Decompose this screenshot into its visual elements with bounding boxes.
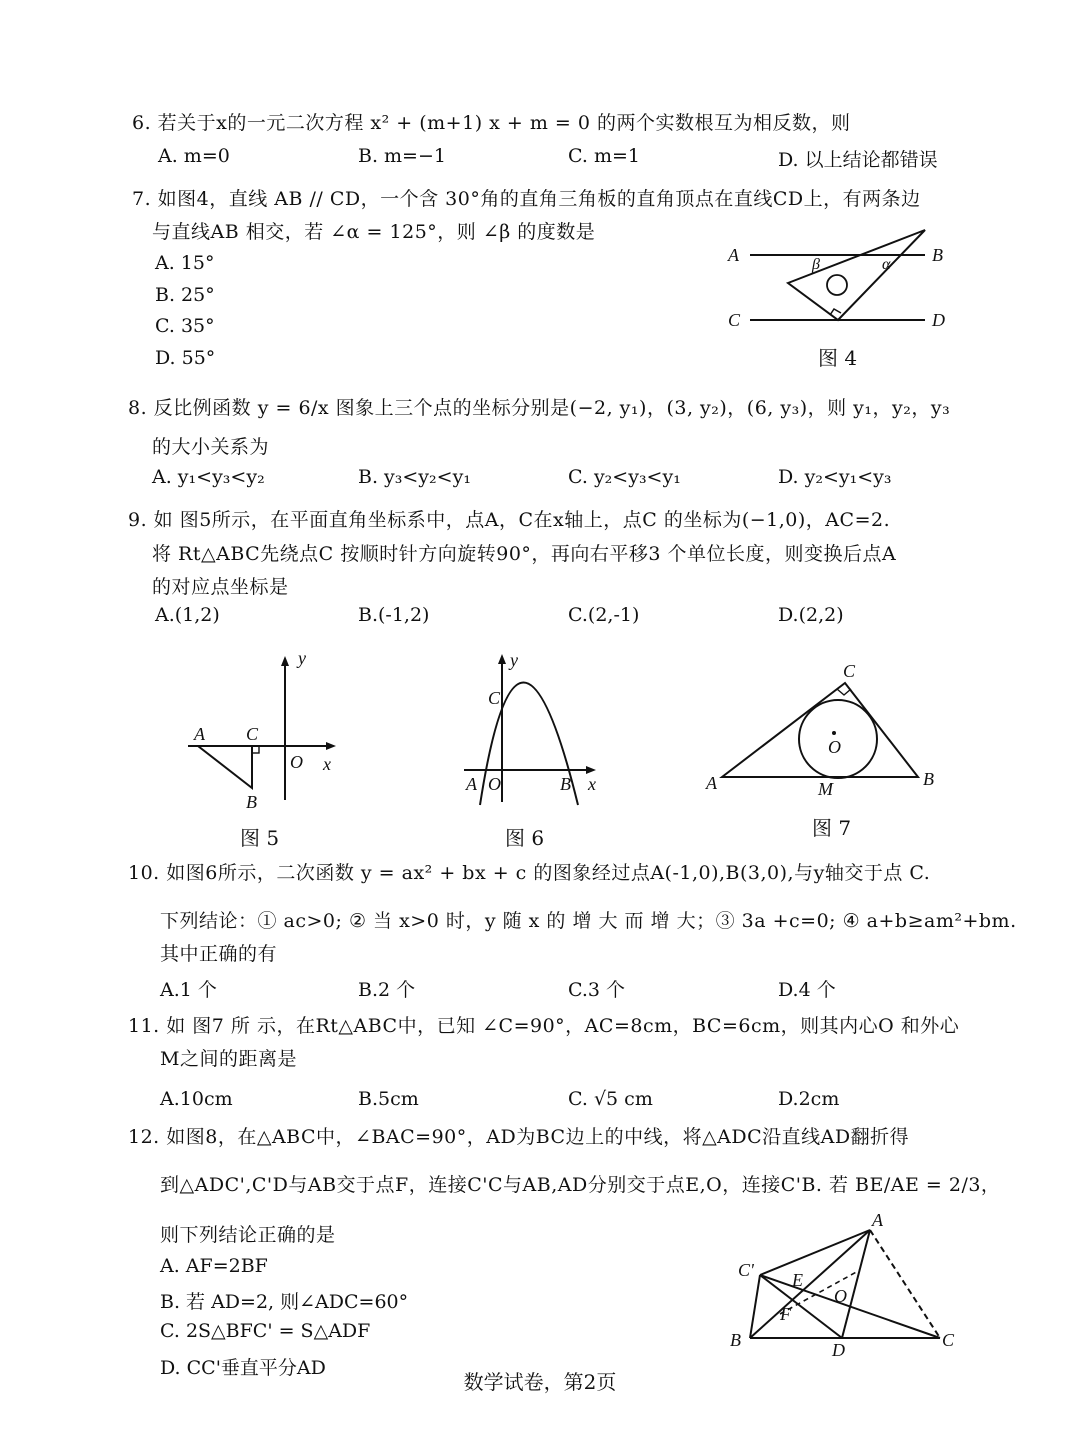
fig6-label-a: A <box>466 774 477 794</box>
fig5-label-x: x <box>323 754 331 774</box>
q11-option-c: C. √5 cm <box>568 1088 653 1110</box>
q11-option-b: B.5cm <box>358 1088 419 1110</box>
fig4-label-b: B <box>932 245 943 265</box>
q12-option-a: A. AF=2BF <box>160 1255 268 1277</box>
fig6-label-y: y <box>510 650 518 670</box>
q8-stem-line1: 8. 反比例函数 y = 6/x 图象上三个点的坐标分别是(−2, y₁)，(3, y₂)，(6, y₃)，则 y₁，y₂，y₃ <box>128 397 951 419</box>
q7-option-b: B. 25° <box>155 284 215 306</box>
q7-stem-line2: 与直线AB 相交，若 ∠α = 125°，则 ∠β 的度数是 <box>152 221 596 243</box>
q6-option-b: B. m=−1 <box>358 145 446 167</box>
fig5-label-a: A <box>194 724 205 744</box>
fig8-label-a: A <box>872 1210 883 1230</box>
q9-option-d: D.(2,2) <box>778 604 844 626</box>
fig7-triangle <box>722 683 918 777</box>
fig5-y-arrow <box>281 656 289 666</box>
fig6-label-o: O <box>488 774 501 794</box>
fig4-label-d: D <box>932 310 945 330</box>
fig8-line-ac-dashed <box>870 1230 940 1338</box>
fig7-label-a: A <box>706 773 717 793</box>
figure-7 <box>700 655 950 805</box>
q10-option-c: C.3 个 <box>568 979 626 1001</box>
q12-stem-line1: 12. 如图8，在△ABC中，∠BAC=90°，AD为BC边上的中线，将△ADC沿直线AD翻折得 <box>128 1126 910 1148</box>
fig7-label-c: C <box>843 661 856 681</box>
q8-option-b: B. y₃<y₂<y₁ <box>358 466 471 488</box>
q10-stem-line3: 其中正确的有 <box>160 943 278 965</box>
fig7-label-m: M <box>818 779 833 799</box>
fig6-label-c: C <box>488 688 501 708</box>
q9-stem-line2: 将 Rt△ABC先绕点C 按顺时针方向旋转90°，再向右平移3 个单位长度，则变换后点A <box>152 543 897 565</box>
fig6-label-b: B <box>560 774 571 794</box>
q7-option-a: A. 15° <box>155 252 215 274</box>
fig7-center-dot <box>832 731 836 735</box>
fig5-label-y: y <box>298 650 306 668</box>
figure-5 <box>180 650 350 820</box>
fig7-right-angle <box>837 689 851 695</box>
q9-option-c: C.(2,-1) <box>568 604 640 626</box>
fig8-line-ad <box>842 1230 870 1338</box>
fig6-x-arrow <box>586 766 596 774</box>
q12-stem-line3: 则下列结论正确的是 <box>160 1224 336 1246</box>
fig7-label-o: O <box>828 737 841 757</box>
fig5-caption: 图 5 <box>240 826 280 850</box>
q6-option-a: A. m=0 <box>158 145 230 167</box>
fig4-caption: 图 4 <box>818 346 858 370</box>
q6-option-d: D. 以上结论都错误 <box>778 149 938 171</box>
q8-option-c: C. y₂<y₃<y₁ <box>568 466 681 488</box>
fig7-label-b: B <box>923 769 934 789</box>
q11-option-a: A.10cm <box>160 1088 233 1110</box>
q10-stem-line2: 下列结论：① ac>0; ② 当 x>0 时，y 随 x 的 增 大 而 增 大；③ 3a +c=0; ④ a+b≥am²+bm. <box>160 910 1017 932</box>
fig4-label-c: C <box>728 310 741 330</box>
figure-8 <box>720 1210 970 1360</box>
q6-stem: 6. 若关于x的一元二次方程 x² + (m+1) x + m = 0 的两个实数根互为相反数，则 <box>132 112 851 134</box>
q12-option-c: C. 2S△BFC' = S△ADF <box>160 1320 371 1342</box>
q10-stem-line1: 10. 如图6所示，二次函数 y = ax² + bx + c 的图象经过点A(-1,0),B(3,0),与y轴交于点 C. <box>128 862 931 884</box>
q9-stem-line3: 的对应点坐标是 <box>152 576 289 598</box>
fig7-caption: 图 7 <box>812 816 852 840</box>
fig5-right-angle <box>252 746 259 753</box>
fig8-label-e: E <box>792 1270 803 1290</box>
fig5-label-c: C <box>246 724 259 744</box>
q11-stem-line1: 11. 如 图7 所 示，在Rt△ABC中，已知 ∠C=90°，AC=8cm，BC=6cm，则其内心O 和外心 <box>128 1015 960 1037</box>
fig8-line-ab <box>750 1230 870 1338</box>
set-square <box>788 230 925 320</box>
q10-option-d: D.4 个 <box>778 979 836 1001</box>
fig8-line-c-prime-b <box>750 1275 760 1338</box>
q8-option-d: D. y₂<y₁<y₃ <box>778 466 892 488</box>
figure-6 <box>460 650 610 810</box>
fig5-label-b: B <box>246 792 257 812</box>
q7-option-c: C. 35° <box>155 315 215 337</box>
fig8-label-o: O <box>834 1286 847 1306</box>
set-square-hole <box>827 275 847 295</box>
q8-option-a: A. y₁<y₃<y₂ <box>152 466 265 488</box>
q10-option-a: A.1 个 <box>160 979 217 1001</box>
fig5-label-o: O <box>290 752 303 772</box>
q12-option-b: B. 若 AD=2, 则∠ADC=60° <box>160 1291 409 1313</box>
q9-option-b: B.(-1,2) <box>358 604 430 626</box>
fig5-triangle <box>198 746 252 788</box>
q11-stem-line2: M之间的距离是 <box>160 1048 297 1070</box>
q10-option-b: B.2 个 <box>358 979 416 1001</box>
fig6-caption: 图 6 <box>505 826 545 850</box>
fig8-label-f: F <box>780 1304 791 1324</box>
fig4-label-alpha: α <box>882 256 891 273</box>
q8-stem-line2: 的大小关系为 <box>152 436 270 458</box>
q11-option-d: D.2cm <box>778 1088 840 1110</box>
fig4-label-beta: β <box>812 256 820 273</box>
fig5-x-arrow <box>326 742 336 750</box>
fig8-label-c-prime: C' <box>738 1260 754 1280</box>
fig4-label-a: A <box>728 245 739 265</box>
q12-stem-line2: 到△ADC',C'D与AB交于点F，连接C'C与AB,AD分别交于点E,O，连接C'B. 若 BE/AE = 2/3， <box>160 1174 1001 1196</box>
q9-stem-line1: 9. 如 图5所示，在平面直角坐标系中，点A，C在x轴上，点C 的坐标为(−1,0)，AC=2. <box>128 509 891 531</box>
fig8-line-ac-prime <box>760 1230 870 1275</box>
fig8-label-d: D <box>832 1340 845 1360</box>
q9-option-a: A.(1,2) <box>155 604 220 626</box>
q6-option-c: C. m=1 <box>568 145 640 167</box>
page-footer: 数学试卷，第2页 <box>463 1370 617 1394</box>
q12-option-d: D. CC'垂直平分AD <box>160 1357 326 1379</box>
fig8-label-b: B <box>730 1330 741 1350</box>
fig6-label-x: x <box>588 774 596 794</box>
q7-stem-line1: 7. 如图4，直线 AB // CD，一个含 30°角的直角三角板的直角顶点在直线CD上，有两条边 <box>132 188 921 210</box>
fig8-label-c: C <box>942 1330 955 1350</box>
fig6-y-arrow <box>498 654 506 664</box>
q7-option-d: D. 55° <box>155 347 216 369</box>
